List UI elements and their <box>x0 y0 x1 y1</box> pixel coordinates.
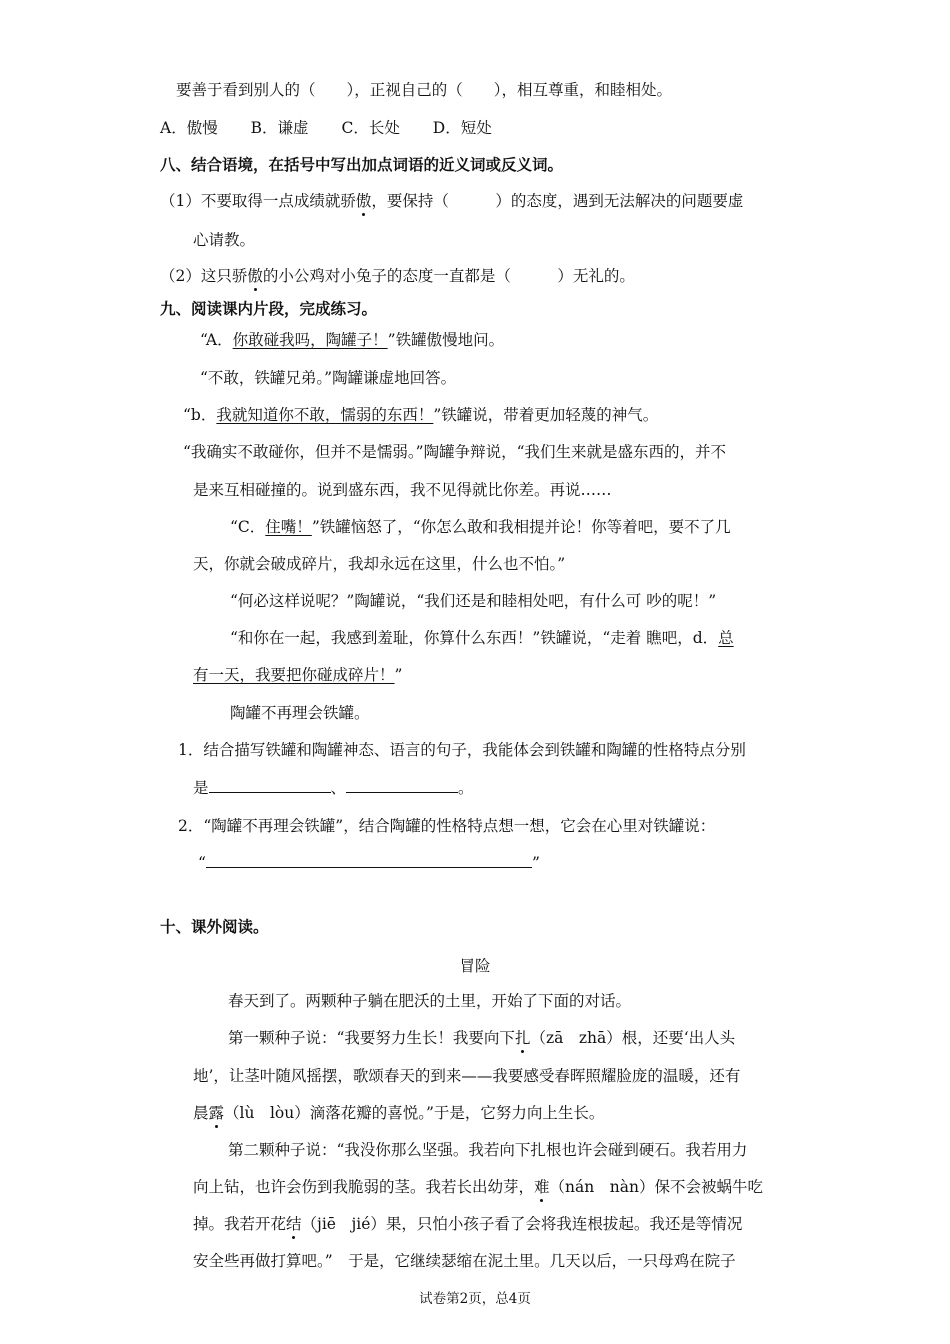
p5-rest: ”铁罐恼怒了，“你怎么敢和我相提并论！你等着吧，要不了几 <box>311 518 731 536</box>
story-title: 冒险 <box>459 957 491 975</box>
para3-line2-pre: 向上钻，也许会伤到我脆弱的茎。我若长出幼芽， <box>193 1178 535 1196</box>
option-d: D．短处 <box>432 119 492 137</box>
q8-item2-dotted-char: 傲 <box>247 267 263 285</box>
page-footer: 试卷第2页，总4页 <box>419 1291 531 1307</box>
option-b: B．谦虚 <box>250 119 309 137</box>
passage-para-6: “何必这样说呢？”陶罐说，“我们还是和睦相处吧，有什么可 吵的呢！” <box>230 592 717 610</box>
q8-item-1 <box>160 191 743 211</box>
answer-blank-taoguan[interactable] <box>346 778 458 793</box>
q8-item1-dotted <box>340 192 371 210</box>
q7-stem: 要善于看到别人的（ ），正视自己的（ ），相互尊重，和睦相处。 <box>176 81 673 99</box>
para2-dotted: 扎 <box>514 1029 531 1047</box>
passage-para-8: 陶罐不再理会铁罐。 <box>230 704 370 722</box>
story-para-2-line-1 <box>228 1028 735 1048</box>
story-para-3-line-4: 安全些再做打算吧。” 于是，它继续瑟缩在泥土里。几天以后，一只母鸡在院子 <box>193 1252 736 1270</box>
story-para-2-line-2: 地’，让茎叶随风摇摆，歌颂春天的到来——我要感受春晖照耀脸庞的温暖，还有 <box>193 1067 741 1085</box>
q2-close: ” <box>531 854 540 872</box>
para3-line2-dotted: 难 <box>534 1178 550 1196</box>
answer-blank-q2[interactable] <box>206 853 532 868</box>
passage-para-2: “不敢，铁罐兄弟。”陶罐谦虚地回答。 <box>200 369 457 387</box>
p7-pre: “和你在一起，我感到羞耻，你算什么东西！”铁罐说，“走着 瞧吧，d． <box>230 629 719 647</box>
section-10-heading: 十、课外阅读。 <box>160 917 269 936</box>
answer-blank-tiejuan[interactable] <box>209 778 331 793</box>
para3-line3-pre: 掉。我若开花 <box>193 1215 287 1233</box>
para3-line3-post: （jiē jié）果，只怕小孩子看了会将我连根拔起。我还是等情况 <box>301 1215 743 1233</box>
q1-sep: 、 <box>330 779 347 797</box>
q9-question-1-answer-line <box>193 778 474 798</box>
story-para-1: 春天到了。两颗种子躺在肥沃的土里，开始了下面的对话。 <box>228 992 632 1010</box>
para2-line3-pre: 晨 <box>193 1104 209 1122</box>
para2-line3-post: （lù lòu）滴落花瓣的喜悦。”于是，它努力向上生长。 <box>224 1104 605 1122</box>
p7-underlined-b: 有一天，我要把你碰成碎片！ <box>193 666 395 684</box>
q8-item2-pre: （2）这只 <box>160 267 232 285</box>
q8-item2-dotted <box>232 267 263 285</box>
para2-pre: 第一颗种子说：“我要努力生长！我要向下 <box>228 1029 515 1047</box>
passage-para-5 <box>230 517 731 537</box>
q8-item-2 <box>160 266 635 286</box>
q7-options <box>160 118 492 138</box>
q2-open: “ <box>198 854 206 872</box>
p1-open: “A． <box>200 331 233 349</box>
story-para-3-line-1: 第二颗种子说：“我没你那么坚强。我若向下扎根也许会碰到硬石。我若用力 <box>228 1141 748 1159</box>
q9-question-2: 2．“陶罐不再理会铁罐”，结合陶罐的性格特点想一想，它会在心里对铁罐说： <box>178 817 716 835</box>
p1-close: ”铁罐傲慢地问。 <box>387 331 505 349</box>
q8-item1-dotted-char: 傲 <box>355 192 372 210</box>
q8-item2-post: 的小公鸡对小兔子的态度一直都是（ ）无礼的。 <box>262 267 635 285</box>
q9-question-1: 1．结合描写铁罐和陶罐神态、语言的句子，我能体会到铁罐和陶罐的性格特点分别 <box>178 741 746 759</box>
para2-line3-dotted: 露 <box>208 1104 225 1122</box>
passage-para-4-line-2: 是来互相碰撞的。说到盛东西，我不见得就比你差。再说…… <box>193 481 612 499</box>
p3-underlined: 我就知道你不敢，懦弱的东西！ <box>216 406 434 424</box>
para3-line3-dotted: 结 <box>286 1215 302 1233</box>
passage-para-3 <box>183 405 658 425</box>
q9-question-2-answer-line <box>198 853 540 873</box>
passage-para-4-line-1: “我确实不敢碰你，但并不是懦弱。”陶罐争辩说，“我们生来就是盛东西的，并不 <box>183 443 727 461</box>
p5-open: “C． <box>230 518 266 536</box>
passage-para-5-line-2: 天，你就会破成碎片，我却永远在这里，什么也不怕。” <box>193 555 566 573</box>
passage-para-7 <box>230 628 734 648</box>
p3-open: “b． <box>183 406 217 424</box>
p1-underlined: 你敢碰我吗，陶罐子！ <box>232 331 388 349</box>
section-8-heading: 八、结合语境，在括号中写出加点词语的近义词或反义词。 <box>160 155 564 174</box>
p5-underlined: 住嘴！ <box>265 518 312 536</box>
passage-para-7-line-2 <box>193 665 402 685</box>
q8-item2-dotted-char: 骄 <box>231 267 248 285</box>
para3-line2-post: （nán nàn）保不会被蜗牛吃 <box>549 1178 763 1196</box>
story-para-3-line-2 <box>193 1177 763 1197</box>
passage-para-1 <box>200 330 504 350</box>
section-9-heading: 九、阅读课内片段，完成练习。 <box>160 299 378 318</box>
q1-end: 。 <box>458 779 474 797</box>
q8-item1-post: ，要保持（ ）的态度，遇到无法解决的问题要虚 <box>371 192 744 210</box>
q1-pre: 是 <box>193 779 209 797</box>
story-para-2-line-3 <box>193 1103 604 1123</box>
p3-close: ”铁罐说，带着更加轻蔑的神气。 <box>433 406 659 424</box>
q8-item1-pre: （1）不要取得一点成绩就 <box>160 192 341 210</box>
q8-item1-dotted-char: 骄 <box>340 192 356 210</box>
story-para-3-line-3 <box>193 1214 742 1234</box>
para2-post: （zā zhā）根，还要‘出人头 <box>530 1029 736 1047</box>
option-c: C．长处 <box>341 119 400 137</box>
p7-close: ” <box>394 666 403 684</box>
q8-item-1-cont: 心请教。 <box>193 231 256 249</box>
p7-underlined-a: 总 <box>718 629 734 647</box>
option-a: A．傲慢 <box>160 119 218 137</box>
